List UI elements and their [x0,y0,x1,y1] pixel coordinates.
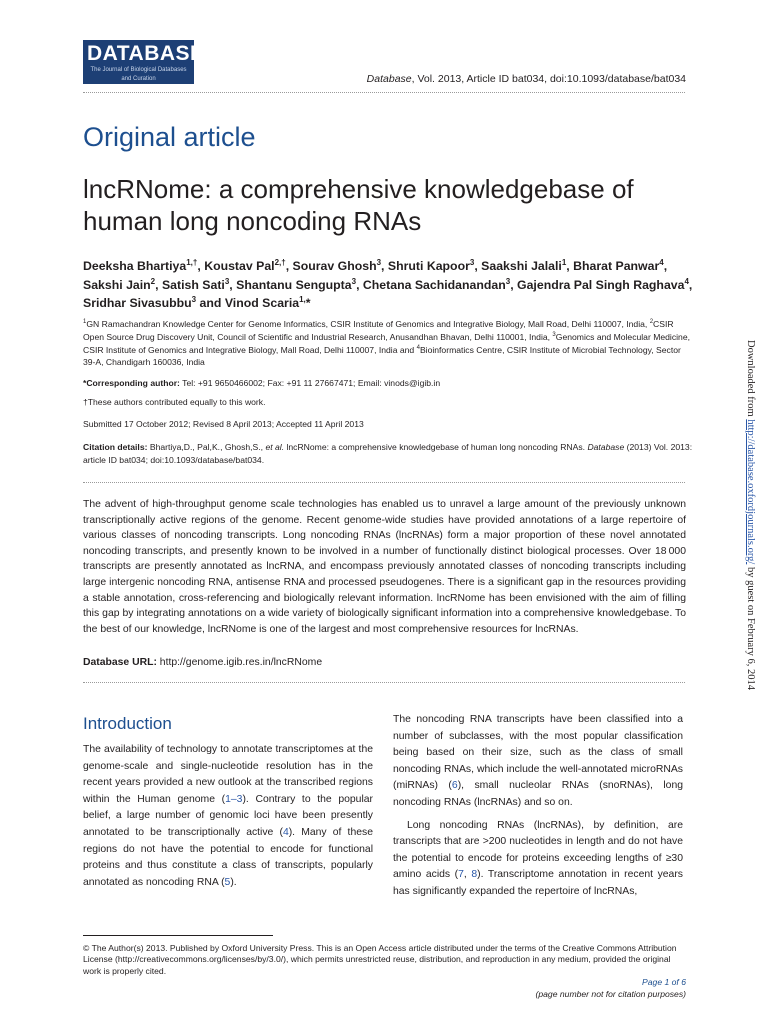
paragraph [393,712,683,812]
logo-word: DATABASE [87,42,205,65]
author-separator: and [196,296,225,310]
journal-ref-rest: , Vol. 2013, Article ID bat034, doi:10.1093/database/bat034 [411,73,686,85]
page-number-note: (page number not for citation purposes) [535,989,686,999]
copyright-footer: © The Author(s) 2013. Published by Oxford University Press. This is an Open Access article distributed under the terms of the Creative Commons Attribution License (http://creativecommons.org/licenses/by/3.0/), which permits unrestricted reuse, distribution, and reproduction in any medium, provided the original work is properly cited. [83,943,677,976]
reference-link[interactable]: 7 [458,869,464,881]
affiliation-text: Genomics and Molecular Medicine, CSIR Institute of Genomics and Integrative Biology, Mall Road, Delhi 110007, India and [83,331,690,355]
download-notice [745,340,756,690]
database-url-link[interactable]: http://genome.igib.res.in/lncRNome [156,657,323,668]
author-separator: , [474,259,482,273]
citation-text: lncRNome: a comprehensive knowledgebase of human long noncoding RNAs. [284,442,588,452]
author-affiliation-mark: 1 [561,257,567,267]
author-name: Shruti Kapoor [387,259,470,273]
affiliation-mark: 3 [552,331,556,338]
author-name: Bharat Panwar [573,259,660,273]
corresponding-label: *Corresponding author: [83,378,180,388]
affiliation-text: Bioinformatics Centre, CSIR Institute of Microbial Technology, Sector 39-A, Chandigarh 160036, India [83,344,681,368]
author-affiliation-mark: 3 [376,257,382,267]
journal-reference [367,73,686,85]
author-separator: , [381,259,388,273]
author-affiliation-mark: 2 [150,276,156,286]
citation-text: (2013) Vol. 2013: article ID bat034; doi:10.1093/database/bat034. [83,442,693,465]
author-separator: , [155,277,162,292]
database-url-label: Database URL: [83,657,157,668]
reference-link[interactable]: 1–3 [225,793,243,805]
logo-tagline: The Journal of Biological Databases and Curation [90,67,187,82]
author-affiliation-mark: 2,† [274,257,286,267]
body-text: ). Many of these regions do not have the potential to encode for functional proteins and thus constitute a class of transcripts, popularly annotated as noncoding RNA ( [83,826,373,888]
author-name: Deeksha Bhartiya [83,259,187,273]
author-name: Sourav Ghosh [292,259,377,273]
citation-etal: et al. [265,442,285,452]
equal-contribution-note: †These authors contributed equally to this work. [83,397,266,407]
download-sidebar [745,340,757,695]
article-title: lncRNome: a comprehensive knowledgebase of human long noncoding RNAs [83,174,634,236]
body-text: ). Transcriptome annotation in recent years has significantly expanded the repertoire of lncRNAs, [393,869,683,897]
body-text: Long noncoding RNAs (lncRNAs), by definition, are transcripts that are >200 nucleotides in length and do not have the potential to encode for proteins exceeding lengths of ≥30 amino acids ( [393,819,683,881]
download-link[interactable]: http://database.oxfordjournals.org/ [745,419,756,565]
abstract: The advent of high-throughput genome scale technologies has enabled us to unravel a large amount of the previously unknown transcriptionally active regions of the genome. Recent genome-wide studies have provided annotations of a large repertoire of various classes of noncoding transcripts. Long noncoding RNAs (lncRNAs) form a major proportion of these novel annotated noncoding transcripts, and presently known to be involved in a number of functionally distinct biological processes. Over 18 000 transcripts are presently annotated as lncRNA, and encompass previously annotated classes of noncoding transcripts including large intergenic noncoding RNA, antisense RNA and processed pseudogenes. There is a significant gap in the resources providing a stable annotation, cross-referencing and biologically relevant information. lncRNome has been envisioned with the aim of filling this gap by integrating annotations on a wide variety of biologically significant information into a comprehensive knowledgebase. To the best of our knowledge, lncRNome is one of the largest and most comprehensive resources for lncRNAs. [83,499,686,635]
abstract-top-divider [83,482,685,483]
affiliation-text: GN Ramachandran Knowledge Center for Genome Informatics, CSIR Institute of Genomics and Integrative Biology, Mall Road, Delhi 110007, India, [86,319,650,329]
body-text: ). [230,876,237,888]
journal-name: Database [366,73,412,85]
author-affiliation-mark: 3 [505,276,511,286]
affiliations [83,318,693,369]
author-separator: * [305,296,311,310]
page-number: Page 1 of 6 [642,977,686,987]
citation-label: Citation details: [83,442,148,452]
author-affiliation-mark: 1,† [186,257,198,267]
author-affiliation-mark: 4 [684,276,689,286]
author-affiliation-mark: 3 [224,276,230,286]
corresponding-author [83,377,693,390]
author-separator: , [510,277,518,292]
abstract-bottom-divider [83,682,685,683]
citation-text: Bhartiya,D., Pal,K., Ghosh,S., [147,442,266,452]
author-affiliation-mark: 3 [469,257,475,267]
reference-link[interactable]: 8 [471,869,478,881]
author-separator: , [285,259,293,273]
affiliation-mark: 4 [416,344,420,351]
download-prefix: Downloaded from [745,340,756,420]
body-text: ), small nucleolar RNAs (snoRNAs), long noncoding RNAs (lncRNAs) and so on. [393,780,683,808]
citation-journal: Database [587,442,625,452]
author-affiliation-mark: 3 [351,276,357,286]
author-separator: , [663,259,668,273]
header-divider [83,92,685,93]
database-url [83,657,322,668]
affiliation-mark: 2 [649,319,654,326]
body-text: The noncoding RNA transcripts have been classified into a number of subclasses, with the most popular classification being based on their size, such as the class of small noncoding RNAs, which include the well-annotated microRNAs (miRNAs) ( [393,714,683,792]
submission-dates: Submitted 17 October 2012; Revised 8 April 2013; Accepted 11 April 2013 [83,419,364,429]
author-separator: , [229,277,237,292]
reference-link[interactable]: 5 [224,876,231,888]
author-name: Koustav Pal [204,259,275,273]
author-separator: , [356,277,363,292]
citation-details [83,441,693,467]
body-text: ). Contrary to the popular belief, a large number of genomic loci have been presently annotated to be transcriptionally active ( [83,793,374,838]
reference-link[interactable]: 6 [451,780,458,792]
body-text: The availability of technology to annotate transcriptomes at the genome-scale and single-nucleotide resolution has in the recent years provided a new outlook at the transcribed regions within the Human genome ( [83,744,373,805]
author-list [83,257,693,313]
article-type: Original article [83,122,256,152]
author-affiliation-mark: 1, [299,294,306,304]
author-name: Gajendra Pal Singh Raghava [517,277,685,292]
author-affiliation-mark: 4 [659,257,664,267]
body-column-right [393,712,683,901]
affiliation-mark: 1 [83,319,87,326]
affiliation-text: CSIR Open Source Drug Discovery Unit, Council of Scientific and Industrial Research, Anusandhan Bhavan, Delhi 110001, India, [83,319,674,342]
download-suffix: by guest on February 6, 2014 [745,564,756,691]
author-separator: , [566,259,574,273]
author-separator: , [197,259,205,273]
reference-link[interactable]: 4 [282,826,289,838]
author-name: Shantanu Sengupta [236,277,352,292]
author-name: Sridhar Sivasubbu [83,296,192,310]
author-name: Satish Sati [161,277,225,292]
author-name: Sakshi Jain [83,277,151,292]
journal-logo [83,40,205,84]
body-text: , [463,869,472,881]
author-affiliation-mark: 3 [191,294,197,304]
body-column-left [83,742,373,891]
paragraph [393,818,683,901]
corresponding-text: Tel: +91 9650466002; Fax: +91 11 27667471; Email: vinods@igib.in [179,378,441,388]
author-name: Vinod Scaria [224,296,300,310]
author-name: Saakshi Jalali [481,259,562,273]
footer-divider [83,935,273,936]
author-name: Chetana Sachidanandan [362,277,506,292]
section-heading-introduction: Introduction [83,714,172,733]
author-separator: , [688,277,693,292]
